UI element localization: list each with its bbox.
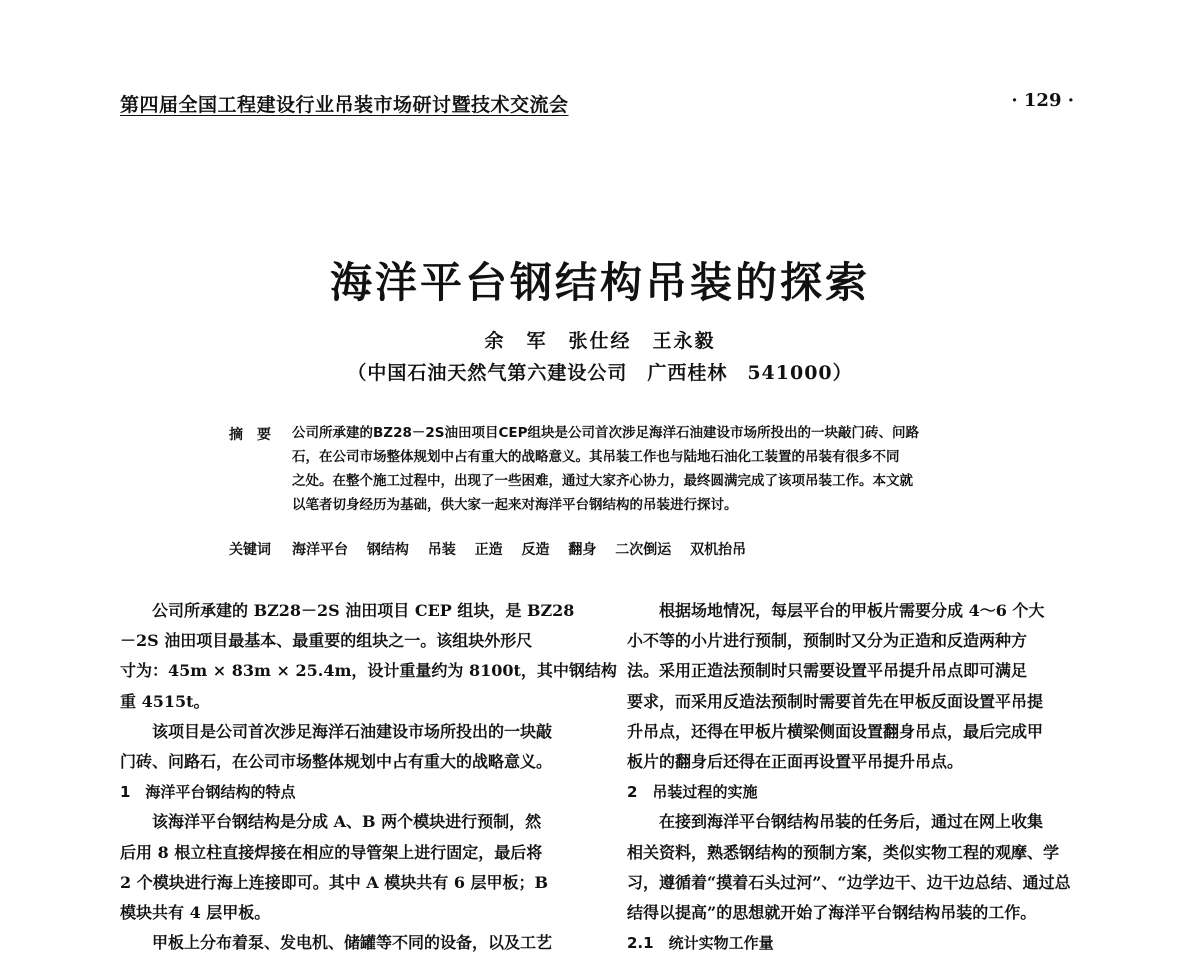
abstract-text: [292, 421, 1032, 517]
abstract-label: 摘 要: [229, 427, 271, 443]
page-number: · 129 ·: [1011, 90, 1074, 111]
authors: 余 军 张仕经 王永毅: [484, 330, 716, 352]
body-line: 重 4515t。: [120, 691, 210, 711]
body-line: 寸为：45m × 83m × 25.4m，设计重量约为 8100t，其中钢结构: [120, 661, 617, 681]
body-line: 后用 8 根立柱直接焊接在相应的导管架上进行固定，最后将: [120, 842, 543, 862]
body-line: 2 个模块进行海上连接即可。其中 A 模块共有 6 层甲板；B: [120, 872, 549, 892]
body-line: 相关资料，熟悉钢结构的预制方案，类似实物工程的观摩、学: [627, 842, 1060, 862]
body-line: 要求，而采用反造法预制时需要首先在甲板反面设置平吊提: [627, 691, 1044, 711]
abstract-line: 公司所承建的BZ28－2S油田项目CEP组块是公司首次涉足海洋石油建设市场所投出的一块敲门砖、问路: [292, 425, 920, 441]
body-line: 板片的翻身后还得在正面再设置平吊提升吊点。: [627, 752, 964, 772]
keywords-label: 关键词: [229, 542, 271, 558]
abstract-line: 之处。在整个施工过程中，出现了一些困难，通过大家齐心协力，最终圆满完成了该项吊装工作。本文就: [292, 473, 913, 489]
left-column: [120, 596, 617, 958]
conference-header: 第四届全国工程建设行业吊装市场研讨暨技术交流会: [120, 94, 569, 116]
body-line: 甲板上分布着泵、发电机、储罐等不同的设备，以及工艺: [152, 933, 553, 953]
body-line: 根据场地情况，每层平台的甲板片需要分成 4～6 个大: [659, 601, 1045, 620]
body-line: 模块共有 4 层甲板。: [120, 903, 271, 923]
body-line: 公司所承建的 BZ28－2S 油田项目 CEP 组块，是 BZ28: [152, 601, 575, 620]
body-line: 法。采用正造法预制时只需要设置平吊提升吊点即可满足: [627, 661, 1028, 681]
abstract-line: 石，在公司市场整体规划中占有重大的战略意义。其吊装工作也与陆地石油化工装置的吊装有很多不同: [292, 449, 900, 465]
section-heading-2-1: 2.1 统计实物工作量: [627, 934, 774, 953]
affiliation: （中国石油天然气第六建设公司 广西桂林 541000）: [347, 362, 853, 384]
right-column: [627, 596, 1100, 958]
section-heading-1: 1 海洋平台钢结构的特点: [120, 783, 296, 802]
body-line: 该项目是公司首次涉足海洋石油建设市场所投出的一块敲: [152, 721, 553, 741]
body-line: 在接到海洋平台钢结构吊装的任务后，通过在网上收集: [659, 812, 1044, 832]
section-heading-2: 2 吊装过程的实施: [627, 783, 758, 802]
body-line: 习，遵循着“摸着石头过河”、“边学边干、边干边总结、通过总: [627, 872, 1071, 892]
body-line: 门砖、问路石，在公司市场整体规划中占有重大的战略意义。: [120, 752, 553, 772]
body-line: 小不等的小片进行预制，预制时又分为正造和反造两种方: [627, 631, 1028, 651]
body-line: 该海洋平台钢结构是分成 A、B 两个模块进行预制，然: [152, 812, 542, 832]
body-line: －2S 油田项目最基本、最重要的组块之一。该组块外形尺: [120, 631, 533, 651]
body-line: 升吊点，还得在甲板片横梁侧面设置翻身吊点，最后完成甲: [627, 721, 1044, 741]
keywords-list: 海洋平台 钢结构 吊装 正造 反造 翻身 二次倒运 双机抬吊: [292, 542, 747, 558]
abstract-line: 以笔者切身经历为基础，供大家一起来对海洋平台钢结构的吊装进行探讨。: [292, 497, 738, 513]
body-line: 结得以提高”的思想就开始了海洋平台钢结构吊装的工作。: [627, 903, 1037, 923]
paper-title: 海洋平台钢结构吊装的探索: [329, 258, 870, 307]
